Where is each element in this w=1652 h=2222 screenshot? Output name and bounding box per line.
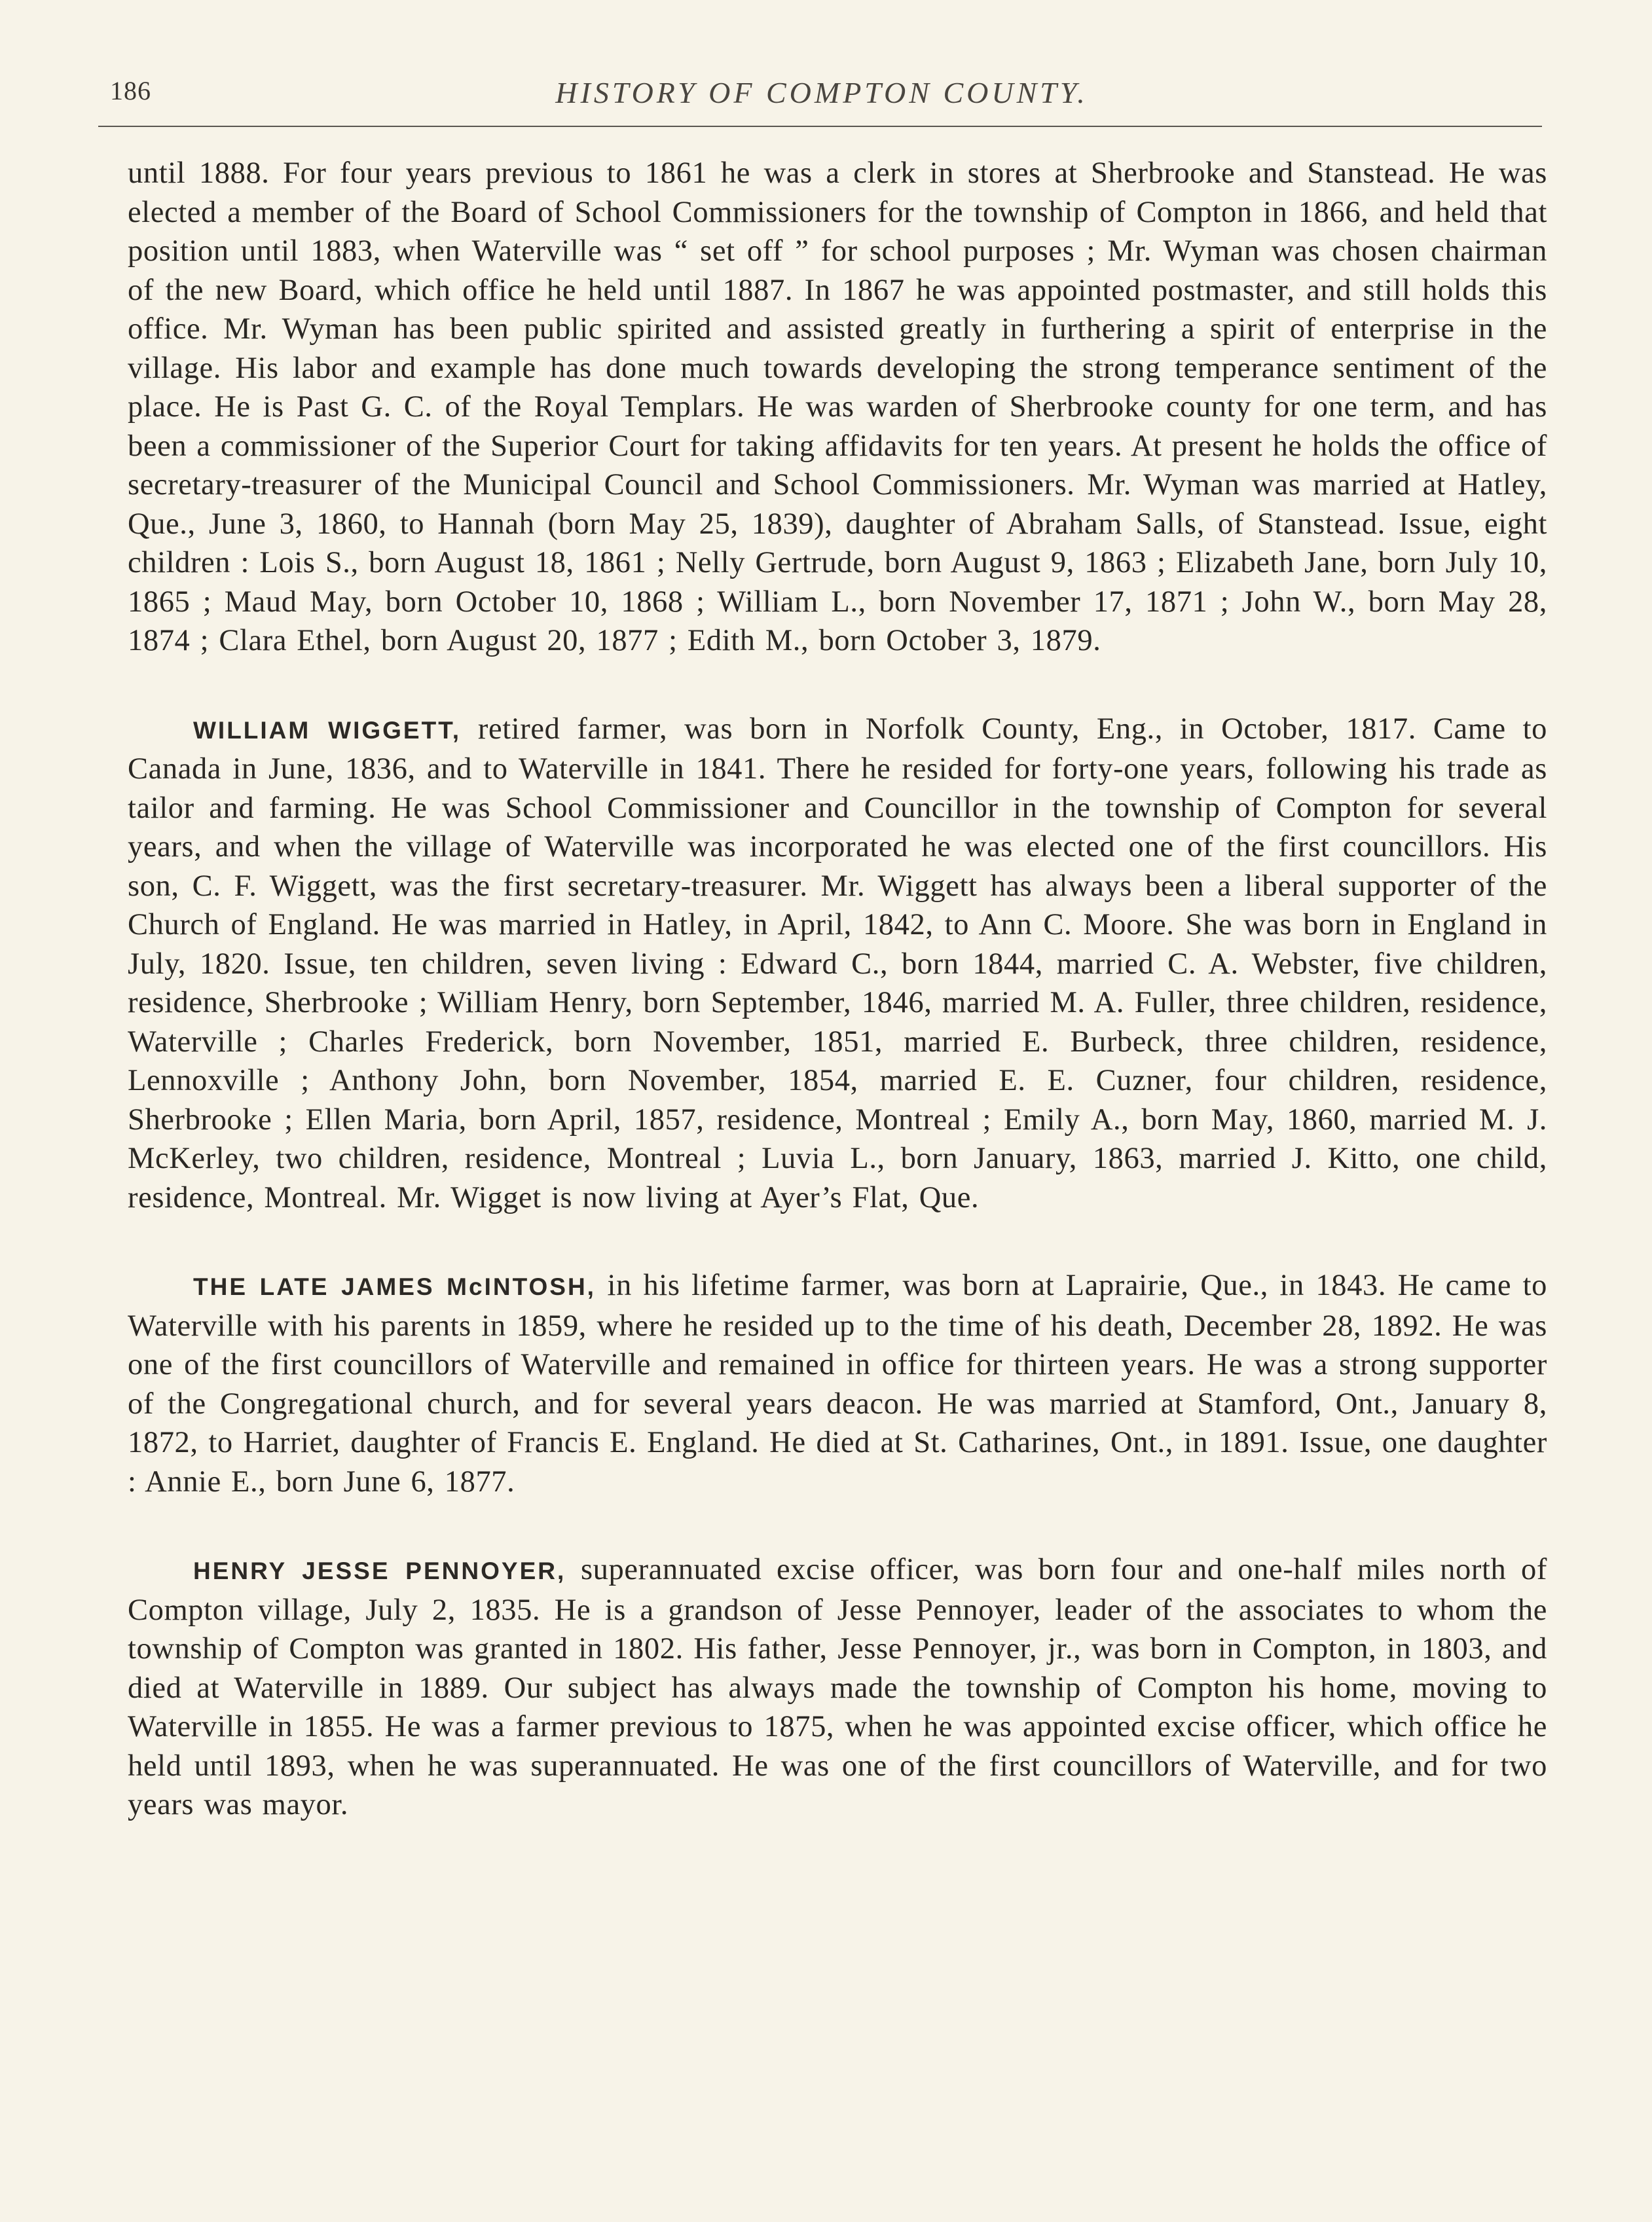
paragraph-wyman-continued	[128, 154, 1547, 661]
header-rule	[98, 126, 1542, 127]
page-body	[128, 154, 1547, 1874]
paragraph-william-wiggett	[128, 710, 1547, 1218]
paragraph-text: superannuated excise officer, was born four and one-half miles north of Compton village, July 2, 1835. He is a grandson of Jesse Pennoyer, leader of the associates to whom the township of Compton was granted in 1802. His father, Jesse Pennoyer, jr., was born in Compton, in 1803, and died at Waterville in 1889. Our subject has always made the township of Compton his home, moving to Waterville in 1855. He was a farmer previous to 1875, when he was appointed excise officer, which office he held until 1893, when he was superannuated. He was one of the first councillors of Waterville, and for two years was mayor.	[128, 1553, 1547, 1821]
paragraph-text: in his lifetime farmer, was born at Laprairie, Que., in 1843. He came to Waterville with his parents in 1859, where he resided up to the time of his death, December 28, 1892. He was one of the first councillors of Waterville and remained in office for thirteen years. He was a strong supporter of the Congregational church, and for several years deacon. He was married at Stamford, Ont., January 8, 1872, to Harriet, daughter of Francis E. England. He died at St. Catharines, Ont., in 1891. Issue, one daughter : Annie E., born June 6, 1877.	[128, 1269, 1547, 1499]
paragraph-text: retired farmer, was born in Norfolk County, Eng., in October, 1817. Came to Canada in June, 1836, and to Waterville in 1841. There he resided for forty-one years, following his trade as tailor and farming. He was School Commissioner and Councillor in the township of Compton for several years, and when the village of Waterville was incorporated he was elected one of the first councillors. His son, C. F. Wiggett, was the first secretary-treasurer. Mr. Wiggett has always been a liberal supporter of the Church of England. He was married in Hatley, in April, 1842, to Ann C. Moore. She was born in England in July, 1820. Issue, ten children, seven living : Edward C., born 1844, married C. A. Webster, five children, residence, Sherbrooke ; William Henry, born September, 1846, married M. A. Fuller, three children, residence, Waterville ; Charles Frederick, born November, 1851, married E. Burbeck, three children, residence, Lennoxville ; Anthony John, born November, 1854, married E. E. Cuzner, four children, residence, Sherbrooke ; Ellen Maria, born April, 1857, residence, Montreal ; Emily A., born May, 1860, married M. J. McKerley, two children, residence, Montreal ; Luvia L., born January, 1863, married J. Kitto, one child, residence, Montreal. Mr. Wigget is now living at Ayer’s Flat, Que.	[128, 712, 1548, 1214]
biography-name: WILLIAM WIGGETT,	[193, 716, 461, 744]
biography-name: HENRY JESSE PENNOYER,	[193, 1557, 566, 1584]
paragraph-james-mcintosh	[128, 1266, 1547, 1501]
page-header	[98, 75, 1545, 128]
paragraph-henry-jesse-pennoyer	[128, 1550, 1547, 1825]
page-number: 186	[110, 76, 151, 105]
biography-name: THE LATE JAMES McINTOSH,	[193, 1273, 596, 1300]
running-title: HISTORY OF COMPTON COUNTY.	[555, 76, 1088, 109]
paragraph-text: until 1888. For four years previous to 1861 he was a clerk in stores at Sherbrooke and Stanstead. He was elected a member of the Board of School Commissioners for the township of Compton in 1866, and held that position until 1883, when Waterville was “ set off ” for school purposes ; Mr. Wyman was chosen chairman of the new Board, which office he held until 1887. In 1867 he was appointed postmaster, and still holds this office. Mr. Wyman has been public spirited and assisted greatly in furthering a spirit of enterprise in the village. His labor and example has done much towards developing the strong temperance sentiment of the place. He is Past G. C. of the Royal Templars. He was warden of Sherbrooke county for one term, and has been a commissioner of the Superior Court for taking affidavits for ten years. At present he holds the office of secretary-treasurer of the Municipal Council and School Commissioners. Mr. Wyman was married at Hatley, Que., June 3, 1860, to Hannah (born May 25, 1839), daughter of Abraham Salls, of Stanstead. Issue, eight children : Lois S., born August 18, 1861 ; Nelly Gertrude, born August 9, 1863 ; Elizabeth Jane, born July 10, 1865 ; Maud May, born October 10, 1868 ; William L., born November 17, 1871 ; John W., born May 28, 1874 ; Clara Ethel, born August 20, 1877 ; Edith M., born October 3, 1879.	[128, 156, 1547, 657]
